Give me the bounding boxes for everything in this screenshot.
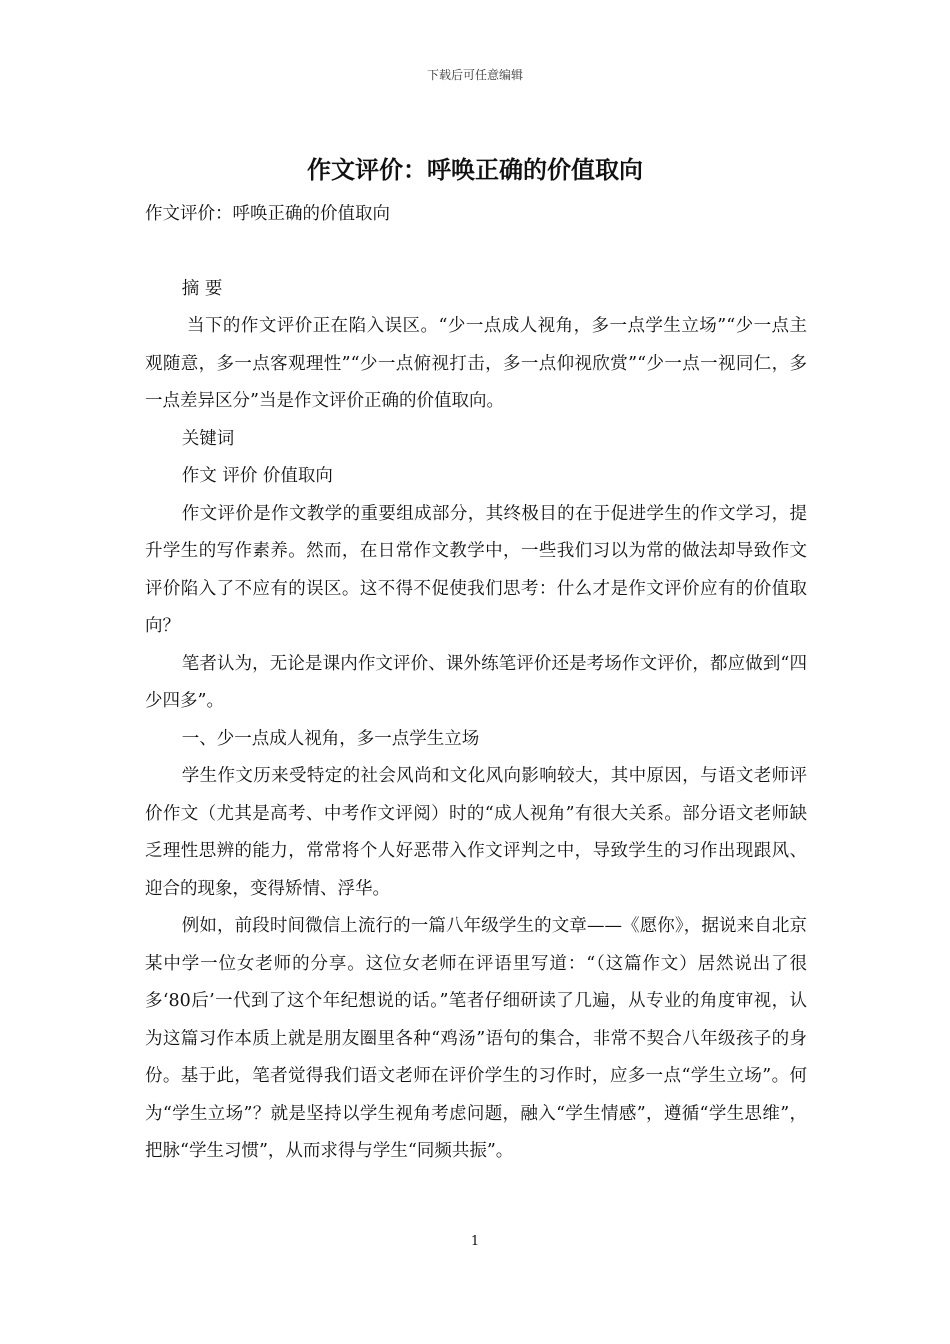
subtitle-line: 作文评价：呼唤正确的价值取向 (145, 204, 390, 224)
section-paragraph: 学生作文历来受特定的社会风尚和文化风向影响较大，其中原因，与语文老师评价作文（尤其是高考、中考作文评阅）时的“成人视角”有很大关系。部分语文老师缺乏理性思辨的能力，常常将个人好恶带入作文评判之中，导致学生的习作出现跟风、迎合的现象，变得矫情、浮华。 (145, 766, 807, 899)
section-paragraph: 例如，前段时间微信上流行的一篇八年级学生的文章——《愿你》，据说来自北京某中学一位女老师的分享。这位女老师在评语里写道：“（这篇作文）居然说出了很多‘80后’一代到了这个年纪想说的话。”笔者仔细研读了几遍，从专业的角度审视，认为这篇习作本质上就是朋友圈里各种“鸡汤”语句的集合，非常不契合八年级孩子的身份。基于此，笔者觉得我们语文老师在评价学生的习作时，应多一点“学生立场”。何为“学生立场”？就是坚持以学生视角考虑问题，融入“学生情感”，遵循“学生思维”，把脉“学生习惯”，从而求得与学生“同频共振”。 (145, 916, 807, 1161)
body-paragraph: 笔者认为，无论是课内作文评价、课外练笔评价还是考场作文评价，都应做到“四少四多”。 (145, 653, 807, 711)
document-title: 作文评价：呼唤正确的价值取向 (307, 156, 643, 184)
section-heading: 一、少一点成人视角，多一点学生立场 (181, 728, 480, 749)
body-paragraph: 作文评价是作文教学的重要组成部分，其终极目的在于促进学生的作文学习，提升学生的写作素养。然而，在日常作文教学中，一些我们习以为常的做法却导致作文评价陷入了不应有的误区。这不得不促使我们思考：什么才是作文评价应有的价值取向？ (145, 503, 807, 636)
document-body (145, 196, 807, 1171)
header-note: 下载后可任意编辑 (426, 68, 523, 82)
spacer (145, 234, 807, 271)
abstract-label: 摘 要 (181, 278, 223, 299)
abstract-text: 当下的作文评价正在陷入误区。“少一点成人视角，多一点学生立场”“少一点主观随意，多一点客观理性”“少一点俯视打击，多一点仰视欣赏”“少一点一视同仁，多一点差异区分”当是作文评价正确的价值取向。 (145, 316, 807, 411)
keywords-label: 关键词 (181, 428, 235, 449)
keywords-text: 作文 评价 价值取向 (181, 466, 333, 486)
page-number: 1 (470, 1234, 480, 1249)
